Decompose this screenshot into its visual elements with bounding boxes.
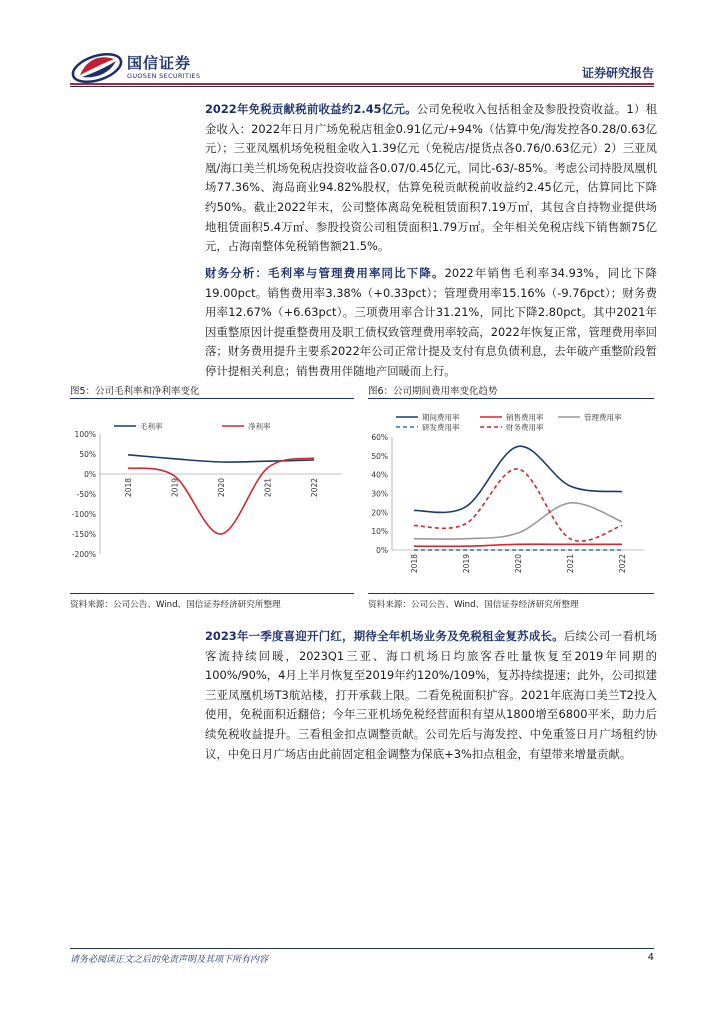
header-rule-blue	[70, 86, 654, 87]
y-tick-label: -50%	[76, 490, 96, 499]
y-tick-label: 30%	[371, 489, 388, 499]
x-tick-label: 2018	[124, 478, 133, 498]
paragraph-lead: 2023年一季度喜迎开门红，期待全年机场业务及免税租金复苏成长。	[205, 629, 564, 643]
paragraph-body: 后续公司一看机场客流持续回暖，2023Q1三亚、海口机场日均旅客吞吐量恢复至2019年同期的100%/90%，4月上半月恢复至2019年约120%/109%，复苏持续提速；此外，公司拟建三亚凤凰机场T3航站楼，打开承载上限。二看免税面积扩容。2021年底海口美兰T2投入使用，免税面积近翻倍；今年三亚机场免税经营面积有望从1800增至6800平米，助力后续免税收益提升。三看租金扣点调整贡献。公司先后与海发控、中免重签日月广场租约协议，中免日月广场店由此前固定租金调整为保底+3%扣点租金，有望带来增量贡献。	[205, 629, 657, 761]
footer-disclaimer: 请务必阅读正文之后的免责声明及其项下所有内容	[70, 955, 269, 965]
x-tick-label: 2019	[462, 554, 471, 574]
chart-expense-ratio	[368, 400, 654, 590]
x-tick-label: 2019	[170, 478, 180, 498]
paragraph-q1-outlook	[205, 627, 657, 764]
series-line	[128, 455, 314, 462]
x-tick-label: 2021	[566, 554, 575, 574]
figure-6-title: 图6：公司期间费用率变化趋势	[368, 386, 498, 397]
legend-label: 管理费用率	[584, 413, 622, 422]
figure-6-bottom-rule	[368, 593, 654, 594]
paragraph-body: 公司免税收入包括租金及参股投资收益。1）租金收入：2022年日月广场免税店租金0.91亿元/+94%（估算中免/海发控各0.28/0.63亿元）；三亚凤凰机场免税租金收入1.39亿元（免税店/提货点各0.76/0.63亿元）2）三亚凤凰/海口美兰机场免税店投资收益各0.07/0.45亿元，同比-63/-85%。考虑公司持股凤凰机场77.36%、海岛商业94.82%股权，估算免税贡献税前收益约2.45亿元，估算同比下降约50%。截止2022年末，公司整体离岛免税租赁面积7.19万㎡，其包含自持物业提供场地租赁面积5.4万㎡、参股投资公司租赁面积1.79万㎡。全年相关免税店线下销售额75亿元，占海南整体免税销售额21.5%。	[205, 102, 657, 254]
x-tick-label: 2018	[410, 554, 419, 574]
legend-label: 净利率	[248, 422, 271, 431]
figure-6-source: 资料来源：公司公告、Wind、国信证券经济研究所整理	[368, 600, 579, 610]
x-tick-label: 2021	[263, 478, 273, 498]
y-tick-label: 50%	[371, 451, 388, 461]
y-tick-label: 100%	[74, 430, 96, 439]
y-tick-label: -200%	[71, 550, 96, 559]
paragraph-lead: 财务分析：毛利率与管理费用率同比下降。	[205, 266, 445, 280]
report-type-label: 证券研究报告	[581, 66, 654, 80]
page-number: 4	[647, 952, 654, 963]
y-tick-label: -150%	[71, 530, 96, 539]
x-tick-label: 2020	[217, 478, 226, 498]
series-line	[414, 544, 622, 546]
x-tick-label: 2022	[618, 554, 627, 574]
y-tick-label: 60%	[371, 433, 388, 442]
legend-label: 研发费用率	[422, 423, 460, 432]
x-tick-label: 2022	[310, 478, 319, 498]
paragraph-lead: 2022年免税贡献税前收益约2.45亿元。	[205, 102, 417, 116]
paragraph-financial-analysis	[205, 264, 657, 382]
y-tick-label: 50%	[79, 450, 96, 459]
legend-label: 毛利率	[140, 422, 163, 431]
figure-5-bottom-rule	[70, 593, 354, 594]
x-tick-label: 2020	[514, 554, 523, 574]
legend-label: 销售费用率	[506, 413, 544, 422]
figure-5-title: 图5：公司毛利率和净利率变化	[70, 386, 200, 397]
y-tick-label: 40%	[371, 470, 388, 480]
logo-text-cn: 国信证券	[127, 54, 192, 72]
chart-margin	[70, 400, 354, 590]
footer-rule	[70, 948, 654, 949]
y-tick-label: 10%	[371, 527, 388, 537]
legend-label: 期间费用率	[422, 413, 460, 422]
y-tick-label: 20%	[371, 508, 388, 518]
figure-5-top-rule	[70, 398, 354, 399]
figure-6-top-rule	[368, 398, 654, 399]
y-tick-label: 0%	[84, 470, 96, 479]
series-line	[414, 503, 622, 539]
paragraph-body: 2022年销售毛利率34.93%，同比下降19.00pct。销售费用率3.38%（+0.33pct）；管理费用率15.16%（-9.76pct）；财务费用率12.67%（+6.63pct）。三项费用率合计31.21%，同比下降2.80pct。其中2021年因重整原因计提重整费用及职工债权致管理费用率较高，2022年恢复正常，管理费用率回落；财务费用提升主要系2022年公司正常计提及支付有息负债利息，去年破产重整阶段暂停计提相关利息；销售费用伴随地产回暖而上行。	[205, 266, 657, 378]
y-tick-label: 0%	[376, 546, 388, 555]
legend-label: 财务费用率	[506, 423, 544, 432]
figure-5-source: 资料来源：公司公告、Wind、国信证券经济研究所整理	[70, 600, 281, 610]
paragraph-duty-free-income	[205, 100, 657, 257]
header-rule-red	[70, 83, 654, 85]
logo-text-en: GUOSEN SECURITIES	[127, 72, 201, 80]
series-line	[414, 469, 622, 541]
y-tick-label: -100%	[71, 510, 96, 519]
series-line	[414, 446, 622, 512]
